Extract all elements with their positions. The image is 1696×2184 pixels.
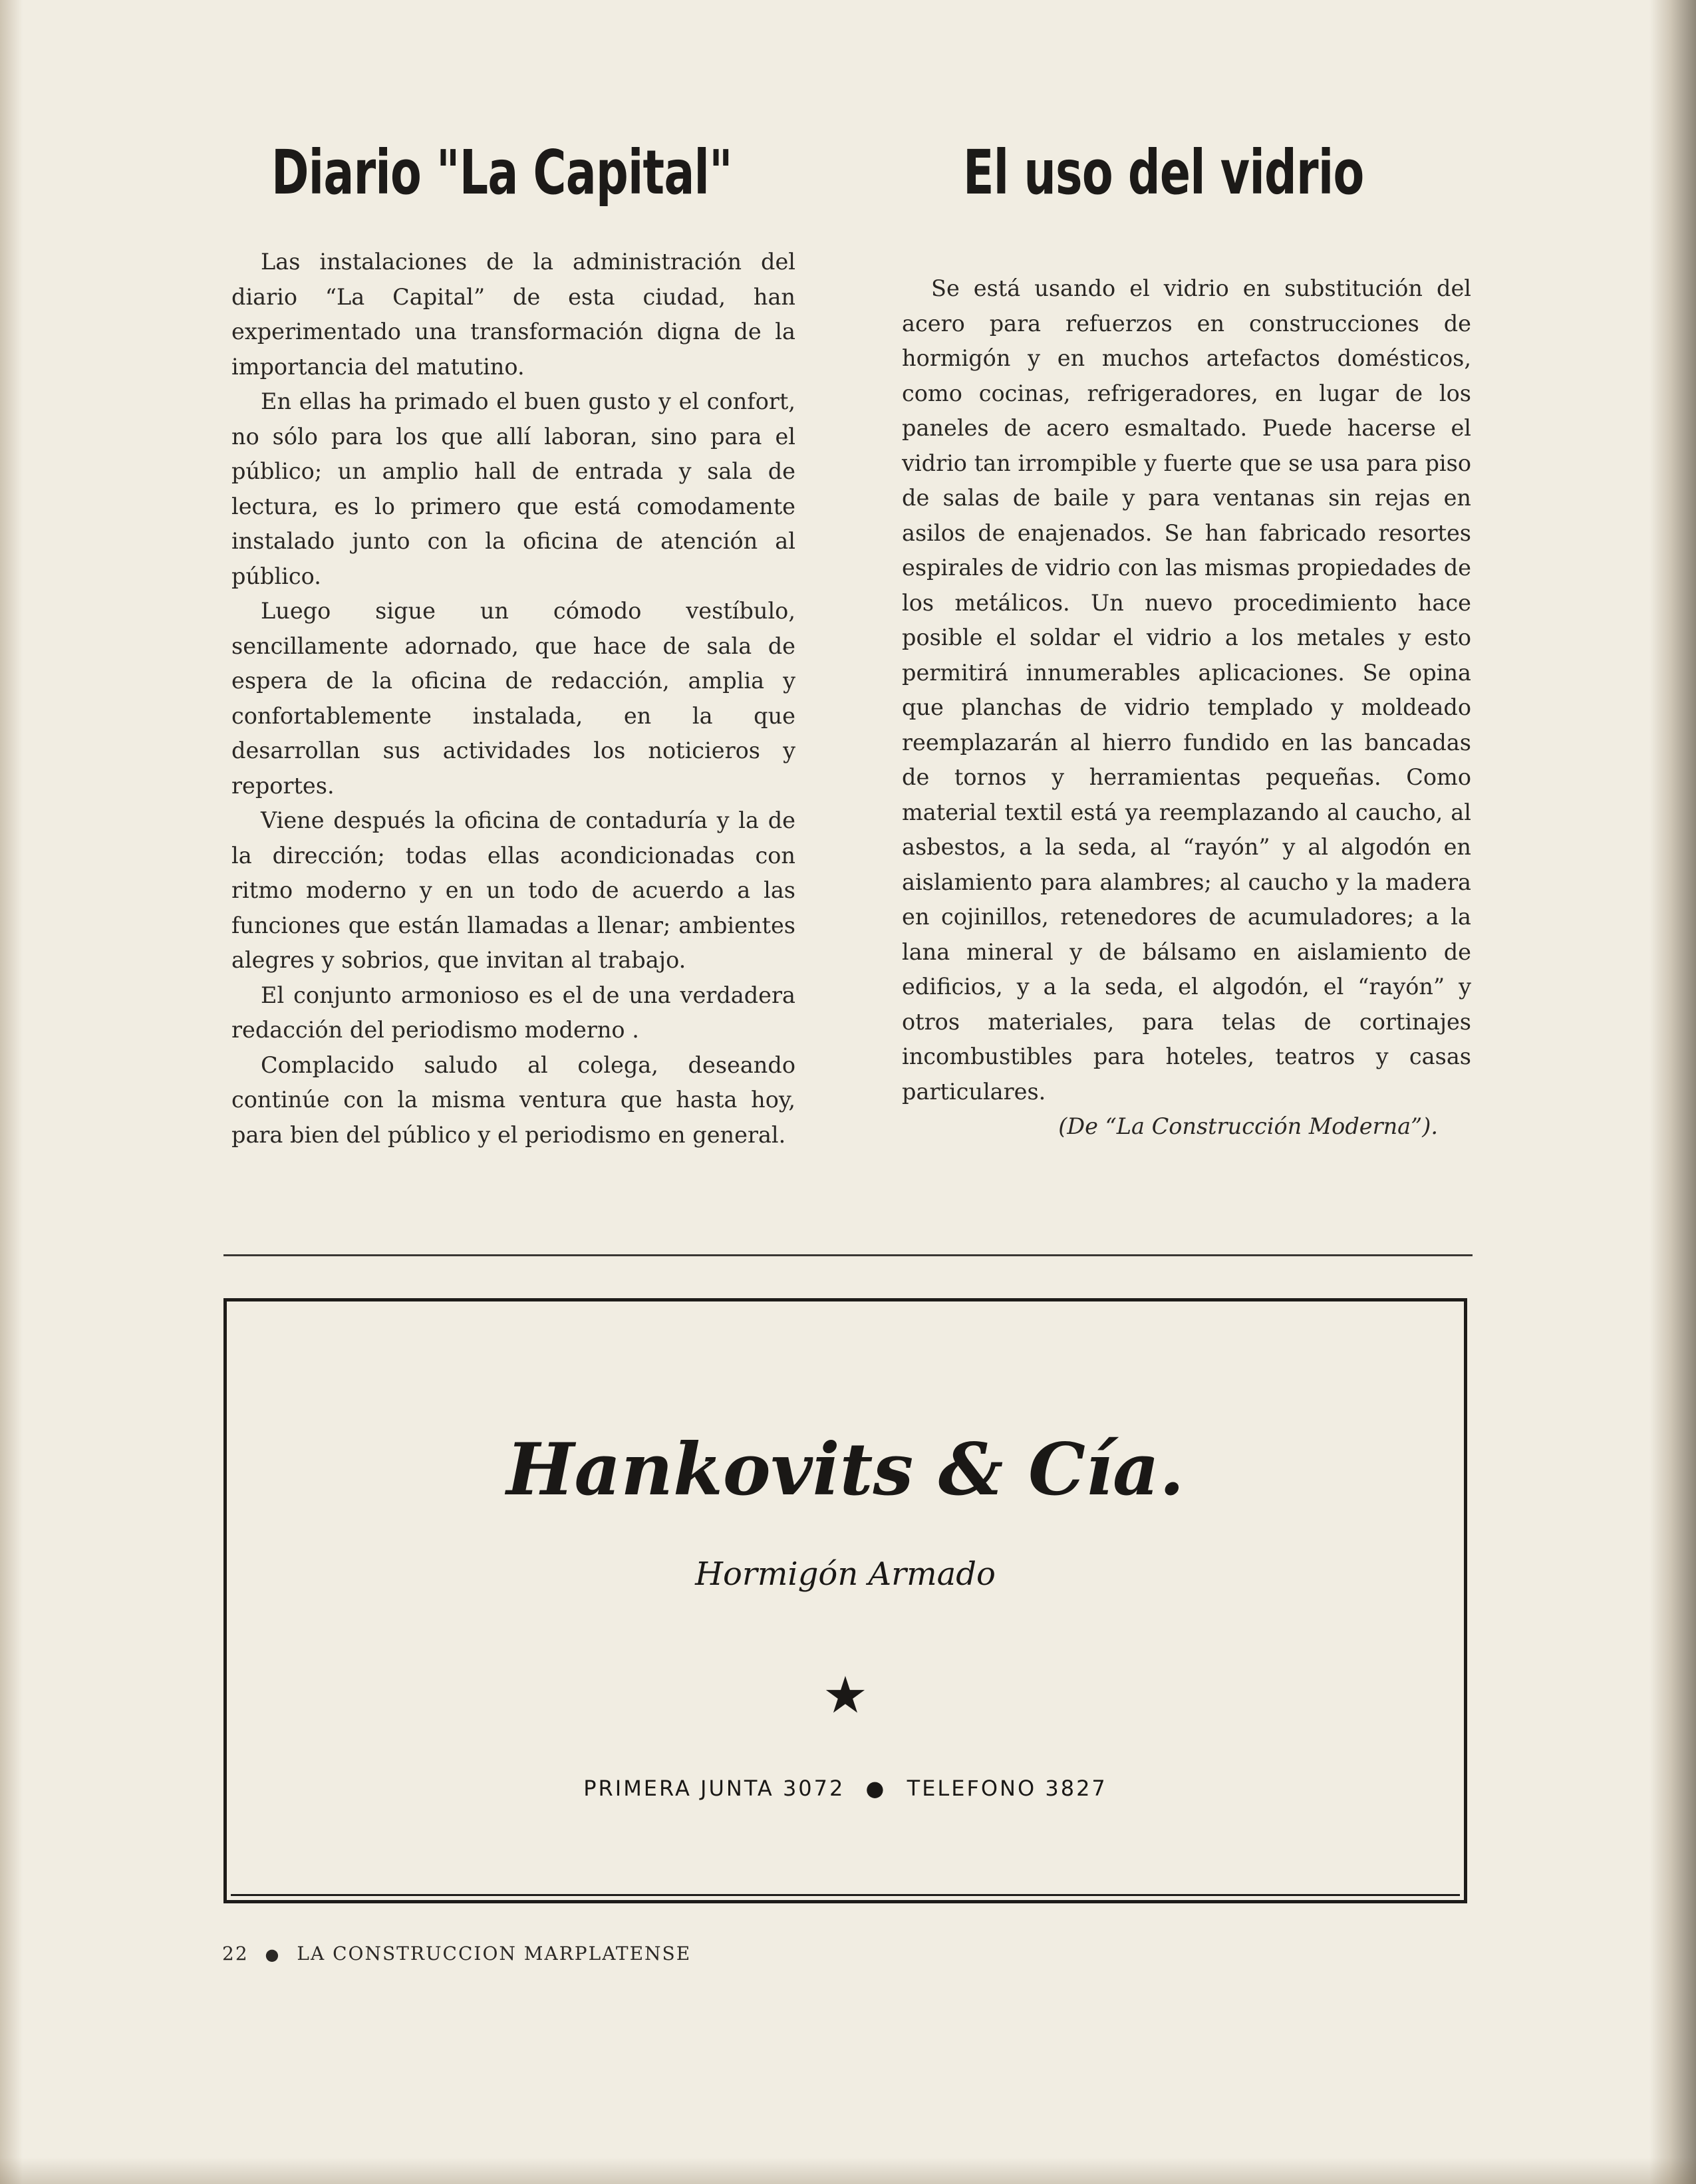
page-edge-shadow-bottom [0, 2157, 1696, 2184]
article-paragraph: Complacido saludo al colega, deseando continúe con la misma ventura que hasta hoy, para bien del público y el periodismo en general. [231, 1051, 795, 1148]
article-paragraph: Viene después la oficina de contaduría y la de la dirección; todas ellas acondicionadas con ritmo moderno y en un todo de acuerdo a las funciones que están llamadas a llenar; ambientes alegres y sobrios, que invitan al trabajo. [231, 807, 795, 973]
article-body-left [231, 245, 795, 1153]
section-divider [223, 1254, 1473, 1256]
page-footer [222, 1941, 691, 1968]
article-source-credit: (De “La Construcción Moderna”). [1058, 1113, 1438, 1139]
bullet-icon: ● [865, 1776, 887, 1801]
article-paragraph: Las instalaciones de la administración del diario “La Capital” de esta ciudad, han experimentado una transformación digna de la importancia del matutino. [231, 249, 795, 380]
advertiser-address: PRIMERA JUNTA 3072 [583, 1776, 845, 1801]
page-number: 22 [222, 1943, 249, 1965]
article-title-uso-del-vidrio: El uso del vidrio [963, 137, 1364, 208]
bullet-icon: ● [265, 1945, 281, 1964]
advertiser-tagline: Hormigón Armado [695, 1556, 996, 1593]
star-icon: ★ [822, 1665, 869, 1724]
advertiser-name: Hankovits & Cía. [506, 1428, 1185, 1512]
article-paragraph: El conjunto armonioso es el de una verdadera redacción del periodismo moderno . [231, 982, 795, 1043]
page-edge-shadow-left [0, 0, 23, 2184]
article-paragraph: En ellas ha primado el buen gusto y el confort, no sólo para los que allí laboran, sino para el público; un amplio hall de entrada y sala de lectura, es lo primero que está comodamente instalado junto con la oficina de atención al público. [231, 388, 795, 589]
article-body-right [902, 271, 1471, 1145]
advertisement-box [223, 1298, 1467, 1903]
advertiser-contact [227, 1774, 1464, 1803]
page-edge-shadow-right [1649, 0, 1696, 2184]
article-paragraph: Se está usando el vidrio en substitución del acero para refuerzos en construcciones de hormigón y en muchos artefactos domésticos, como cocinas, refrigeradores, en lugar de los paneles de acero esmaltado. Puede hacerse el vidrio tan irrompible y fuerte que se usa para piso de salas de baile y para ventanas sin rejas en asilos de enajenados. Se han fabricado resortes espirales de vidrio con las mismas propiedades de los metálicos. Un nuevo procedimiento hace posible el soldar el vidrio a los metales y esto permitirá innumerables aplicaciones. Se opina que planchas de vidrio templado y moldeado reemplazarán al hierro fundido en las bancadas de tornos y herramientas pequeñas. Como material textil está ya reemplazando al caucho, al asbestos, a la seda, al “rayón” y al algodón en aislamiento para alambres; al caucho y la madera en cojinillos, retenedores de acumuladores; a la lana mineral y de bálsamo en aislamiento de edificios, y a la seda, el algodón, el “rayón” y otros materiales, para telas de cortinajes incombustibles para hoteles, teatros y casas particulares. [902, 275, 1471, 1105]
article-paragraph: Luego sigue un cómodo vestíbulo, sencillamente adornado, que hace de sala de espera de la oficina de redacción, amplia y confortablemente instalada, en la que desarrollan sus actividades los noticieros y reportes. [231, 598, 795, 799]
publication-name: LA CONSTRUCCION MARPLATENSE [297, 1943, 692, 1965]
article-title-diario-la-capital: Diario "La Capital" [271, 137, 732, 208]
advertiser-phone: TELEFONO 3827 [907, 1776, 1107, 1801]
